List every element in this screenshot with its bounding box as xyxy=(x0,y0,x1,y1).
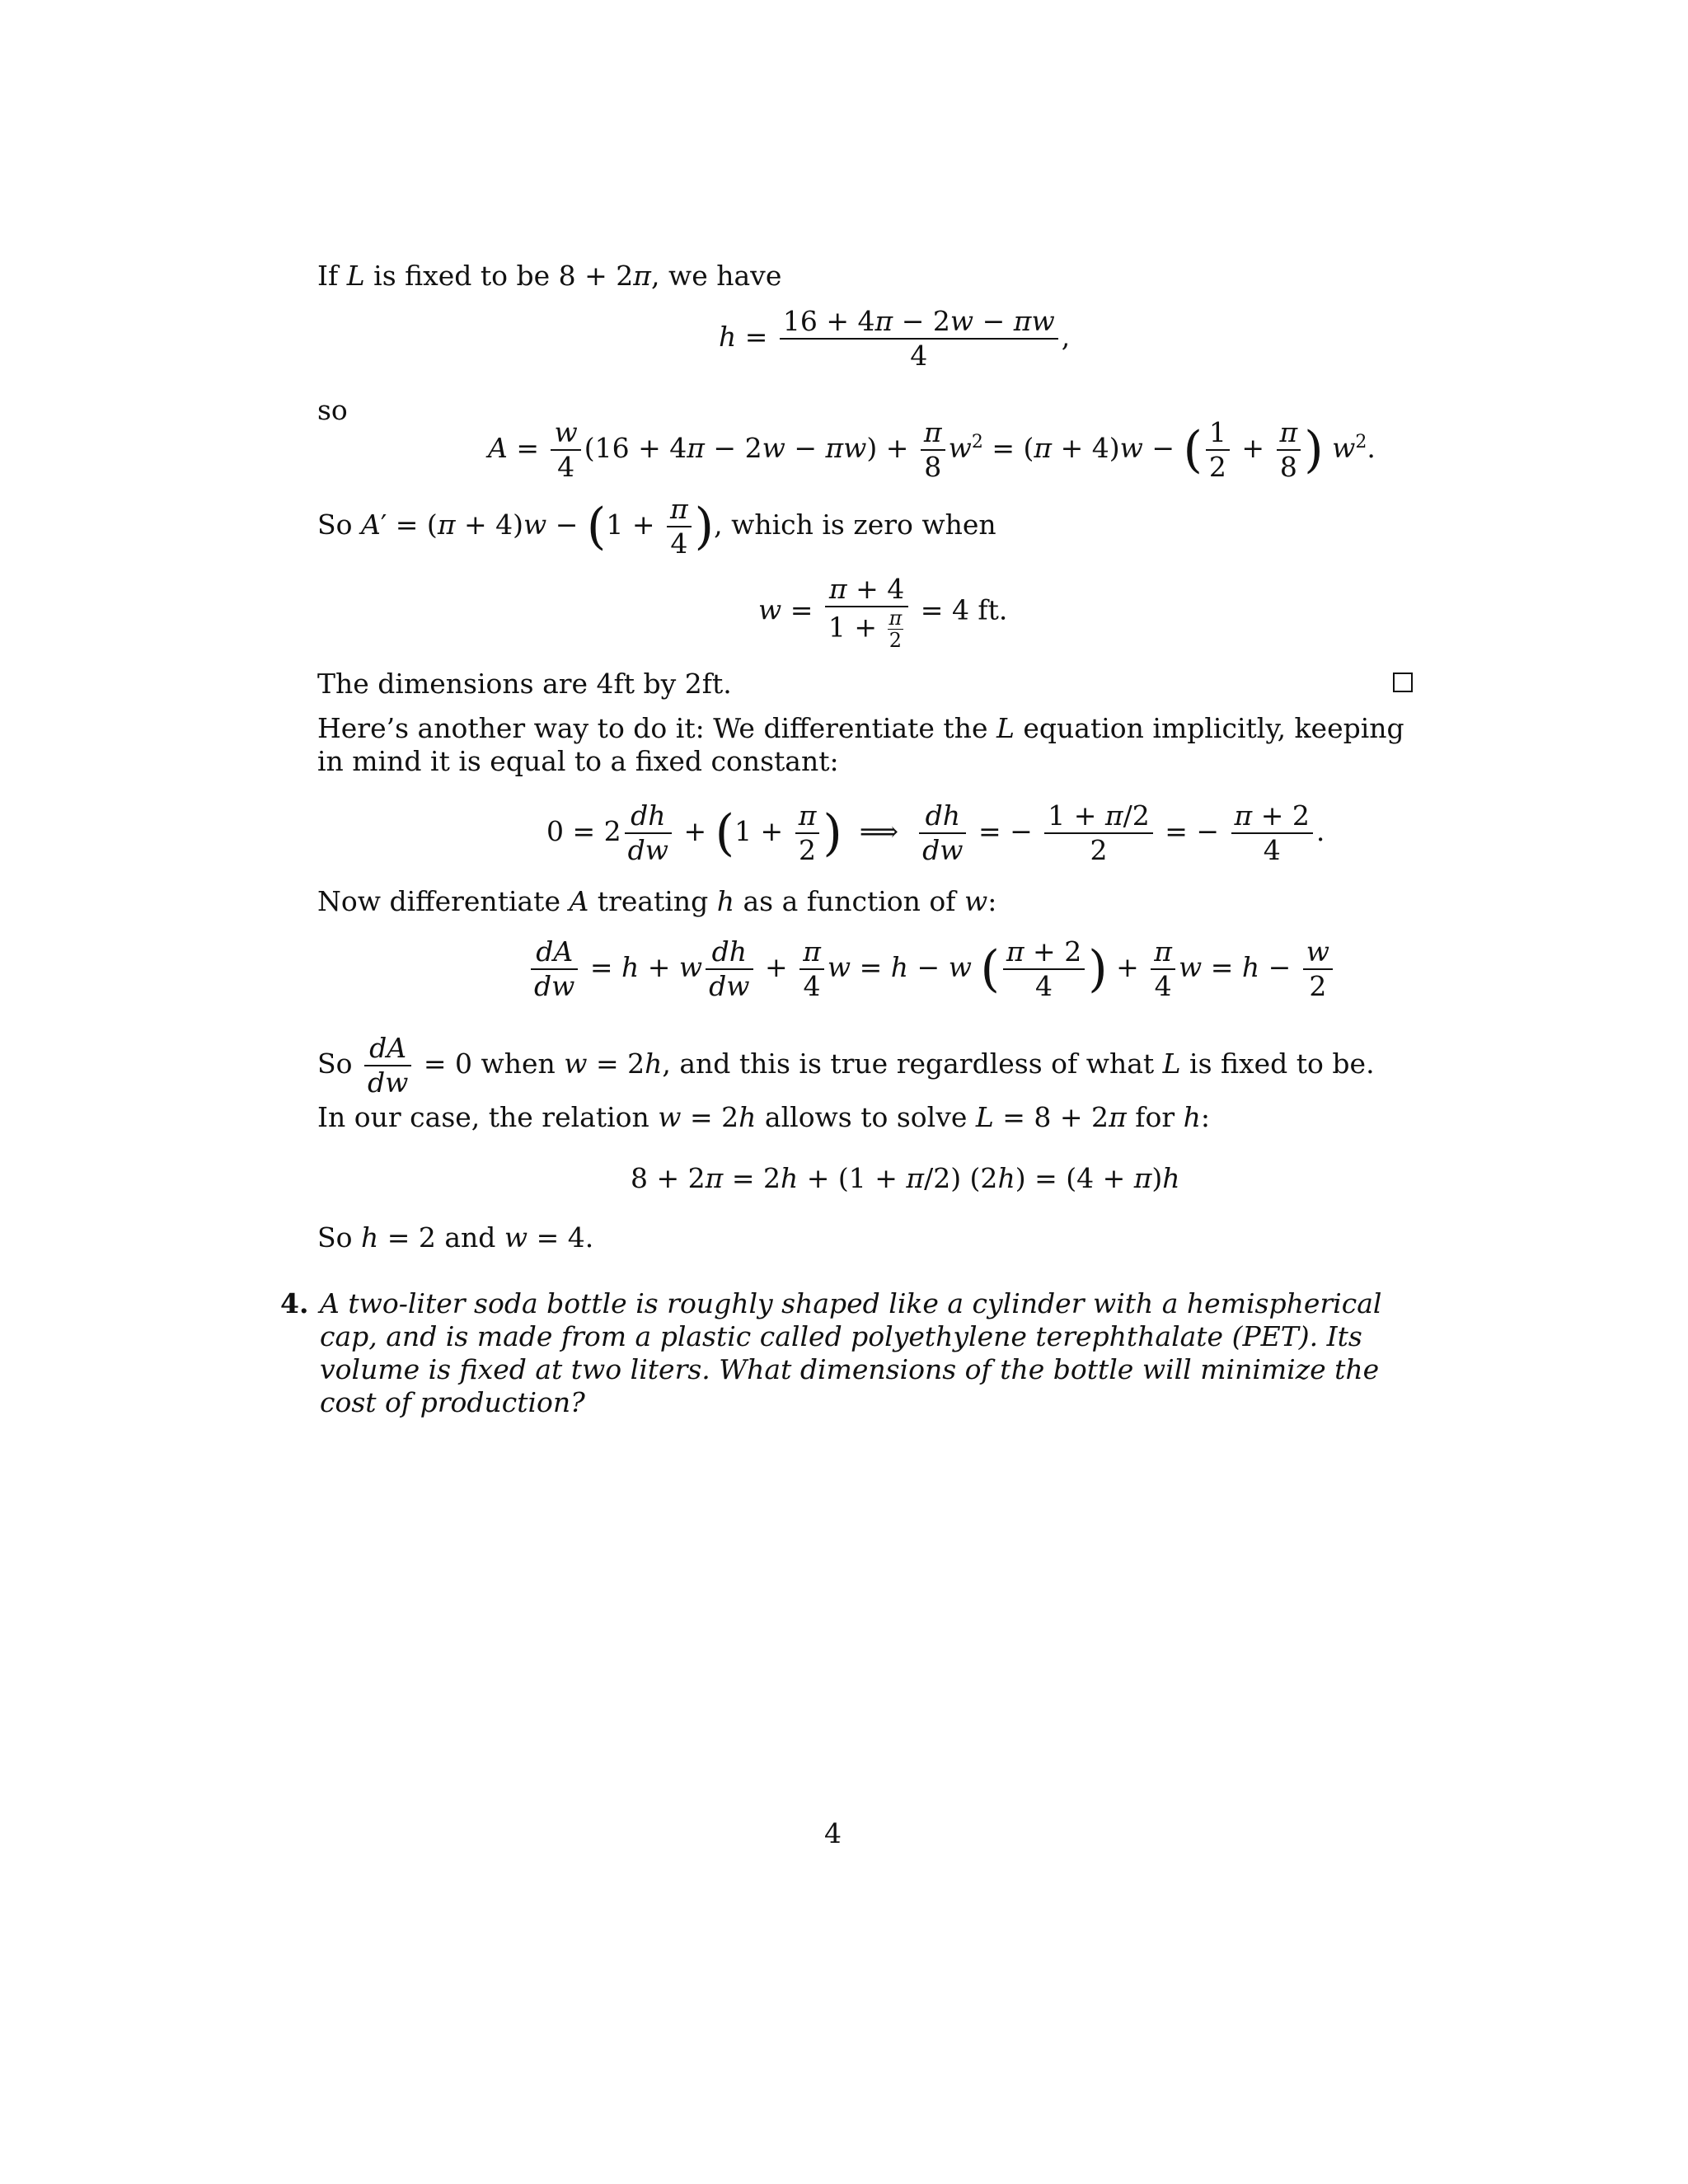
intro-line: If L is fixed to be 8 + 2π, we have xyxy=(317,260,782,292)
equation-h: h = $\frac{16 + 4\pi - 2w - \pi w}{4}$ , xyxy=(719,305,1071,372)
equation-final: 8 + 2π = 2h + (1 + π/2) (2h) = (4 + π)h xyxy=(631,1162,1180,1194)
problem-number: 4. xyxy=(280,1287,309,1319)
our-case-line: In our case, the relation w = 2h allows to solve L = 8 + 2π for h: xyxy=(317,1101,1210,1133)
page-number: 4 xyxy=(824,1817,842,1849)
solution-line: So h = 2 and w = 4. xyxy=(317,1221,594,1254)
dimensions-line: The dimensions are 4ft by 2ft. xyxy=(317,668,732,700)
problem-text: A two-liter soda bottle is roughly shaped like a cylinder with a hemispherical cap, and is made from a plastic called polyethylene terephthalate (PET). Its volume is fixed at two liters. What dimensions of the bottle will minimize the cost of production? xyxy=(320,1287,1382,1418)
equation-implicit: 0 = 2 $\frac{dh}{dw}$ + (1 + $\frac{\pi}{2}$ ) ⟹ $\frac{dh}{dw}$ = − $\frac{1 + \pi/2}{2}$ = − $\frac{\pi + 2}{4}$ . xyxy=(546,799,1325,866)
another-way-paragraph: Here’s another way to do it: We differentiate the L equation implicitly, keeping in mind it is equal to a fixed constant: xyxy=(317,712,1404,777)
now-differentiate-line: Now differentiate A treating h as a function of w: xyxy=(317,885,997,917)
equation-dA-dw: $\frac{dA}{dw}$ = h + w $\frac{dh}{dw}$ + $\frac{\pi}{4}$ w = h − w ( $\frac{\pi + 2}{4}$ ) + $\frac{\pi}{4}$ w = h − $\frac{w}{2}$ xyxy=(528,935,1336,1003)
equation-A: A = $\frac{w}{4}$ (16 + 4π − 2w − πw) + $\frac{\pi}{8}$ $w^2 = (\pi + 4)w$ − ( $\frac{1}{2}$ + $\frac{\pi}{8}$ ) $w^2$. xyxy=(488,416,1376,483)
aprime-line: So A′ = (π + 4)w − (1 + $\frac{\pi}{4}$ ), which is zero when xyxy=(317,493,996,560)
so-label: so xyxy=(317,394,348,426)
so-dA-line: So $\frac{dA}{dw}$ = 0 when w = 2h, and this is true regardless of what L is fixed to be. xyxy=(317,1032,1375,1099)
equation-w: w = π + 4 1 + $\frac{\pi}{2}$ = 4 ft. xyxy=(758,573,1008,652)
qed-square-icon xyxy=(1393,673,1413,692)
